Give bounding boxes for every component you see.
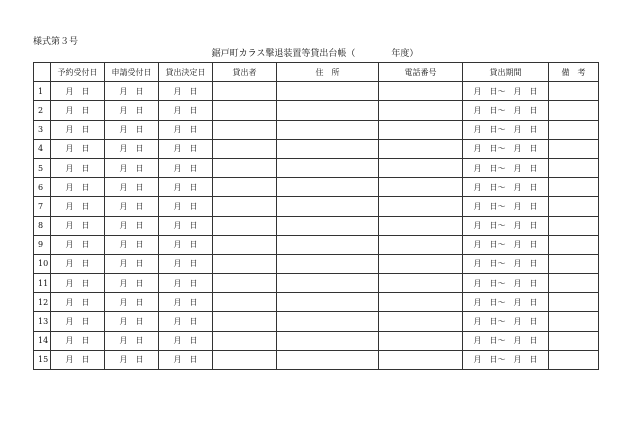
reservation-date-cell: 月 日 [51, 254, 105, 273]
decision-date-cell: 月 日 [159, 197, 213, 216]
borrower-cell [213, 331, 277, 350]
table-row [34, 254, 599, 273]
period-cell: 月 日～ 月 日 [463, 235, 549, 254]
reservation-date-cell: 月 日 [51, 178, 105, 197]
decision-date-cell: 月 日 [159, 101, 213, 120]
reservation-date-cell: 月 日 [51, 120, 105, 139]
header-decision-date: 貸出決定日 [159, 63, 213, 82]
header-reservation-date: 予約受付日 [51, 63, 105, 82]
remarks-cell [549, 101, 599, 120]
borrower-cell [213, 235, 277, 254]
address-cell [277, 350, 379, 369]
reservation-date-cell: 月 日 [51, 158, 105, 177]
header-borrower: 貸出者 [213, 63, 277, 82]
remarks-cell [549, 350, 599, 369]
address-cell [277, 139, 379, 158]
remarks-cell [549, 216, 599, 235]
row-number: 15 [34, 350, 51, 369]
phone-cell [379, 82, 463, 101]
period-cell: 月 日～ 月 日 [463, 178, 549, 197]
phone-cell [379, 293, 463, 312]
header-address: 住 所 [277, 63, 379, 82]
header-application-date: 申請受付日 [105, 63, 159, 82]
table-row [34, 350, 599, 369]
header-row [34, 63, 599, 82]
address-cell [277, 82, 379, 101]
phone-cell [379, 312, 463, 331]
table-row [34, 197, 599, 216]
decision-date-cell: 月 日 [159, 235, 213, 254]
application-date-cell: 月 日 [105, 216, 159, 235]
reservation-date-cell: 月 日 [51, 235, 105, 254]
phone-cell [379, 274, 463, 293]
table-row [34, 101, 599, 120]
address-cell [277, 293, 379, 312]
borrower-cell [213, 197, 277, 216]
table-row [34, 293, 599, 312]
period-cell: 月 日～ 月 日 [463, 293, 549, 312]
address-cell [277, 274, 379, 293]
row-number: 4 [34, 139, 51, 158]
row-number: 9 [34, 235, 51, 254]
application-date-cell: 月 日 [105, 254, 159, 273]
table-row [34, 139, 599, 158]
period-cell: 月 日～ 月 日 [463, 139, 549, 158]
remarks-cell [549, 82, 599, 101]
borrower-cell [213, 216, 277, 235]
decision-date-cell: 月 日 [159, 158, 213, 177]
row-number: 11 [34, 274, 51, 293]
table-row [34, 120, 599, 139]
reservation-date-cell: 月 日 [51, 350, 105, 369]
application-date-cell: 月 日 [105, 312, 159, 331]
application-date-cell: 月 日 [105, 331, 159, 350]
address-cell [277, 120, 379, 139]
period-cell: 月 日～ 月 日 [463, 254, 549, 273]
borrower-cell [213, 120, 277, 139]
remarks-cell [549, 331, 599, 350]
decision-date-cell: 月 日 [159, 139, 213, 158]
period-cell: 月 日～ 月 日 [463, 158, 549, 177]
table-row [34, 216, 599, 235]
reservation-date-cell: 月 日 [51, 293, 105, 312]
row-number: 1 [34, 82, 51, 101]
application-date-cell: 月 日 [105, 197, 159, 216]
borrower-cell [213, 350, 277, 369]
period-cell: 月 日～ 月 日 [463, 101, 549, 120]
period-cell: 月 日～ 月 日 [463, 197, 549, 216]
table-row [34, 82, 599, 101]
borrower-cell [213, 158, 277, 177]
decision-date-cell: 月 日 [159, 254, 213, 273]
borrower-cell [213, 254, 277, 273]
row-number: 14 [34, 331, 51, 350]
decision-date-cell: 月 日 [159, 82, 213, 101]
row-number: 10 [34, 254, 51, 273]
phone-cell [379, 139, 463, 158]
reservation-date-cell: 月 日 [51, 216, 105, 235]
decision-date-cell: 月 日 [159, 274, 213, 293]
decision-date-cell: 月 日 [159, 178, 213, 197]
application-date-cell: 月 日 [105, 350, 159, 369]
decision-date-cell: 月 日 [159, 312, 213, 331]
address-cell [277, 197, 379, 216]
remarks-cell [549, 312, 599, 331]
application-date-cell: 月 日 [105, 82, 159, 101]
ledger-table [33, 62, 599, 370]
reservation-date-cell: 月 日 [51, 312, 105, 331]
reservation-date-cell: 月 日 [51, 197, 105, 216]
decision-date-cell: 月 日 [159, 120, 213, 139]
period-cell: 月 日～ 月 日 [463, 331, 549, 350]
row-number: 2 [34, 101, 51, 120]
row-number: 13 [34, 312, 51, 331]
address-cell [277, 331, 379, 350]
period-cell: 月 日～ 月 日 [463, 120, 549, 139]
decision-date-cell: 月 日 [159, 350, 213, 369]
table-row [34, 274, 599, 293]
remarks-cell [549, 158, 599, 177]
row-number: 6 [34, 178, 51, 197]
reservation-date-cell: 月 日 [51, 274, 105, 293]
borrower-cell [213, 82, 277, 101]
decision-date-cell: 月 日 [159, 216, 213, 235]
phone-cell [379, 178, 463, 197]
header-period: 貸出期間 [463, 63, 549, 82]
remarks-cell [549, 178, 599, 197]
remarks-cell [549, 293, 599, 312]
phone-cell [379, 101, 463, 120]
application-date-cell: 月 日 [105, 293, 159, 312]
address-cell [277, 158, 379, 177]
row-number: 12 [34, 293, 51, 312]
period-cell: 月 日～ 月 日 [463, 350, 549, 369]
remarks-cell [549, 197, 599, 216]
reservation-date-cell: 月 日 [51, 331, 105, 350]
borrower-cell [213, 178, 277, 197]
borrower-cell [213, 312, 277, 331]
phone-cell [379, 120, 463, 139]
table-row [34, 331, 599, 350]
period-cell: 月 日～ 月 日 [463, 82, 549, 101]
remarks-cell [549, 274, 599, 293]
phone-cell [379, 158, 463, 177]
form-number: 様式第３号 [33, 37, 79, 47]
table-row [34, 312, 599, 331]
phone-cell [379, 331, 463, 350]
address-cell [277, 216, 379, 235]
table-row [34, 158, 599, 177]
remarks-cell [549, 235, 599, 254]
decision-date-cell: 月 日 [159, 293, 213, 312]
period-cell: 月 日～ 月 日 [463, 216, 549, 235]
application-date-cell: 月 日 [105, 235, 159, 254]
application-date-cell: 月 日 [105, 120, 159, 139]
application-date-cell: 月 日 [105, 178, 159, 197]
phone-cell [379, 235, 463, 254]
decision-date-cell: 月 日 [159, 331, 213, 350]
header-phone: 電話番号 [379, 63, 463, 82]
address-cell [277, 178, 379, 197]
application-date-cell: 月 日 [105, 158, 159, 177]
borrower-cell [213, 274, 277, 293]
row-number: 5 [34, 158, 51, 177]
header-remarks: 備 考 [549, 63, 599, 82]
borrower-cell [213, 293, 277, 312]
application-date-cell: 月 日 [105, 274, 159, 293]
period-cell: 月 日～ 月 日 [463, 274, 549, 293]
address-cell [277, 235, 379, 254]
period-cell: 月 日～ 月 日 [463, 312, 549, 331]
remarks-cell [549, 139, 599, 158]
phone-cell [379, 216, 463, 235]
reservation-date-cell: 月 日 [51, 82, 105, 101]
phone-cell [379, 254, 463, 273]
row-number: 7 [34, 197, 51, 216]
page-title: 鋸戸町カラス撃退装置等貸出台帳（ 年度） [211, 49, 419, 59]
table-row [34, 235, 599, 254]
application-date-cell: 月 日 [105, 101, 159, 120]
borrower-cell [213, 101, 277, 120]
borrower-cell [213, 139, 277, 158]
application-date-cell: 月 日 [105, 139, 159, 158]
row-number: 8 [34, 216, 51, 235]
remarks-cell [549, 254, 599, 273]
remarks-cell [549, 120, 599, 139]
address-cell [277, 101, 379, 120]
phone-cell [379, 197, 463, 216]
reservation-date-cell: 月 日 [51, 101, 105, 120]
address-cell [277, 254, 379, 273]
address-cell [277, 312, 379, 331]
row-number: 3 [34, 120, 51, 139]
phone-cell [379, 350, 463, 369]
header-no [34, 63, 51, 82]
reservation-date-cell: 月 日 [51, 139, 105, 158]
table-row [34, 178, 599, 197]
